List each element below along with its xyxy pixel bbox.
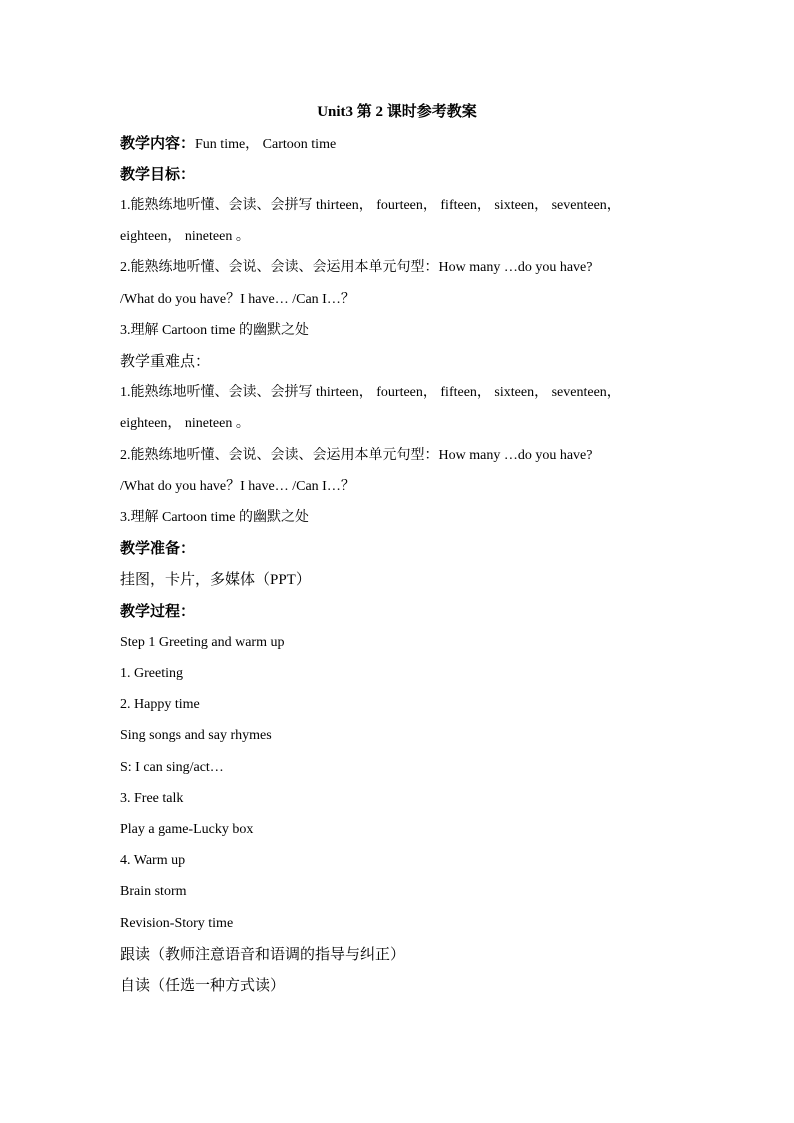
objective-1-line-1: 1.能熟练地听懂、会读、会拼写 thirteen， fourteen， fifteen， sixteen， seventeen， — [120, 198, 621, 213]
happy-time-detail-2: S: I can sing/act… — [120, 760, 224, 775]
step-1-item-greeting: 1. Greeting — [120, 666, 183, 681]
document-title: Unit3 第 2 课时参考教案 — [317, 104, 477, 120]
key-points-heading: 教学重难点： — [120, 354, 211, 370]
key-point-1-line-1: 1.能熟练地听懂、会读、会拼写 thirteen， fourteen， fifteen， sixteen， seventeen， — [120, 385, 621, 400]
process-heading: 教学过程： — [120, 604, 196, 620]
preparation-value: 挂图，卡片，多媒体（PPT） — [120, 572, 311, 588]
step-1-item-warm-up: 4. Warm up — [120, 853, 186, 868]
objective-1-line-2: eighteen， nineteen 。 — [120, 229, 250, 244]
key-point-1-line-2: eighteen， nineteen 。 — [120, 416, 250, 431]
objective-3: 3.理解 Cartoon time 的幽默之处 — [120, 323, 309, 338]
step-1: Step 1 Greeting and warm up — [120, 635, 285, 650]
self-reading: 自读（任选一种方式读） — [120, 978, 286, 994]
key-point-2-line-2: /What do you have？I have… /Can I…？ — [120, 479, 355, 494]
warm-up-detail-1: Brain storm — [120, 884, 187, 899]
objective-2-line-2: /What do you have？I have… /Can I…？ — [120, 292, 355, 307]
teaching-content-line — [120, 133, 680, 156]
key-point-2-line-1: 2.能熟练地听懂、会说、会读、会运用本单元句型：How many …do you have? — [120, 448, 593, 463]
step-1-item-happy-time: 2. Happy time — [120, 697, 200, 712]
key-point-3: 3.理解 Cartoon time 的幽默之处 — [120, 510, 309, 525]
happy-time-detail-1: Sing songs and say rhymes — [120, 728, 272, 743]
objective-2-line-1: 2.能熟练地听懂、会说、会读、会运用本单元句型：How many …do you have? — [120, 260, 593, 275]
free-talk-detail: Play a game-Lucky box — [120, 822, 254, 837]
objectives-heading: 教学目标： — [120, 167, 196, 183]
follow-reading: 跟读（教师注意语音和语调的指导与纠正） — [120, 947, 406, 963]
teaching-content-label: 教学内容： — [120, 136, 196, 152]
warm-up-detail-2: Revision-Story time — [120, 916, 234, 931]
step-1-item-free-talk: 3. Free talk — [120, 791, 184, 806]
teaching-content-value: Fun time， Cartoon time — [195, 137, 337, 152]
preparation-heading: 教学准备： — [120, 541, 196, 557]
